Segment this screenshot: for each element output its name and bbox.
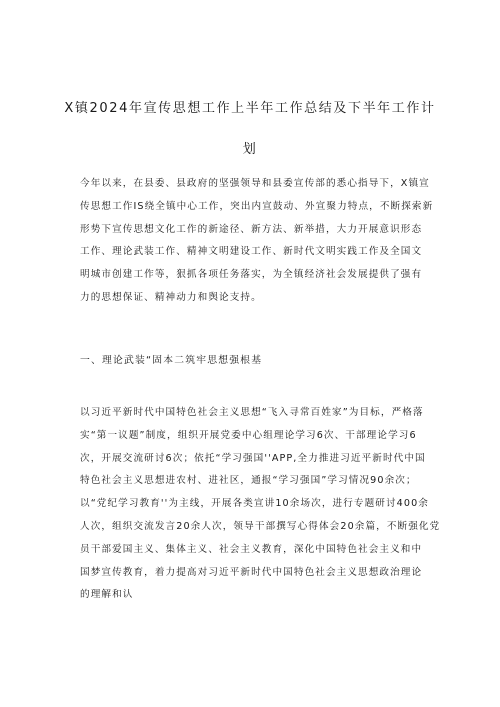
section-1-line: 人次，组织交流发言20余人次，领导干部撰写心得体会20余篇，不断强化党 <box>80 520 441 532</box>
intro-line: 今年以来，在县委、县政府的坚强领导和县委宣传部的悉心指导下，X镇宣 <box>80 178 430 189</box>
section-1-line: 实“第一议题”制度，组织开展党委中心组理论学习6次、干部理论学习6 <box>80 429 417 441</box>
section-1-line: 次，开展交流研讨6次；依托“学习强国''APP,全力推进习近平新时代中国 <box>80 452 426 464</box>
intro-paragraph <box>80 173 434 310</box>
intro-line: 明城市创建工作等，狠抓各项任务落实，为全镇经济社会发展提供了强有 <box>80 269 423 281</box>
section-1-line: 员干部爱国主义、集体主义、社会主义教育，深化中国特色社会主义和中 <box>80 543 423 555</box>
section-1-heading: 一、理论武装“固本二筑牢思想强根基 <box>80 355 263 366</box>
section-1-line: 特色社会主义思想进农村、进社区，通报“学习强国”学习情况90余次； <box>80 475 417 487</box>
document-title-line-2: 划 <box>242 142 258 157</box>
section-1-line: 以“党纪学习教育''为主线，开展各类宣讲10余场次，进行专题研讨400余 <box>80 498 429 510</box>
section-1-line: 国梦宣传教育，着力提高对习近平新时代中国特色社会主义思想政治理论 <box>80 566 423 578</box>
intro-line: 力的思想保证、精神动力和舆论支持。 <box>80 291 262 303</box>
intro-line: 形势下宣传思想文化工作的新途径、新方法、新举措，大力开展意识形态 <box>80 223 423 235</box>
section-1-paragraph <box>80 402 441 607</box>
section-1-line: 的理解和认 <box>80 589 134 601</box>
section-1-line: 以习近平新时代中国特色社会主义思想“飞入寻常百姓家”为目标，严格落 <box>80 407 424 418</box>
document-title-line-1: X镇2024年宣传思想工作上半年工作总结及下半年工作计 <box>64 101 436 116</box>
intro-line: 工作、理论武装工作、精神文明建设工作、新时代文明实践工作及全国文 <box>80 246 423 258</box>
intro-line: 传思想工作IS绕全镇中心工作，突出内宣鼓动、外宣聚力特点，不断探索新 <box>80 200 434 212</box>
